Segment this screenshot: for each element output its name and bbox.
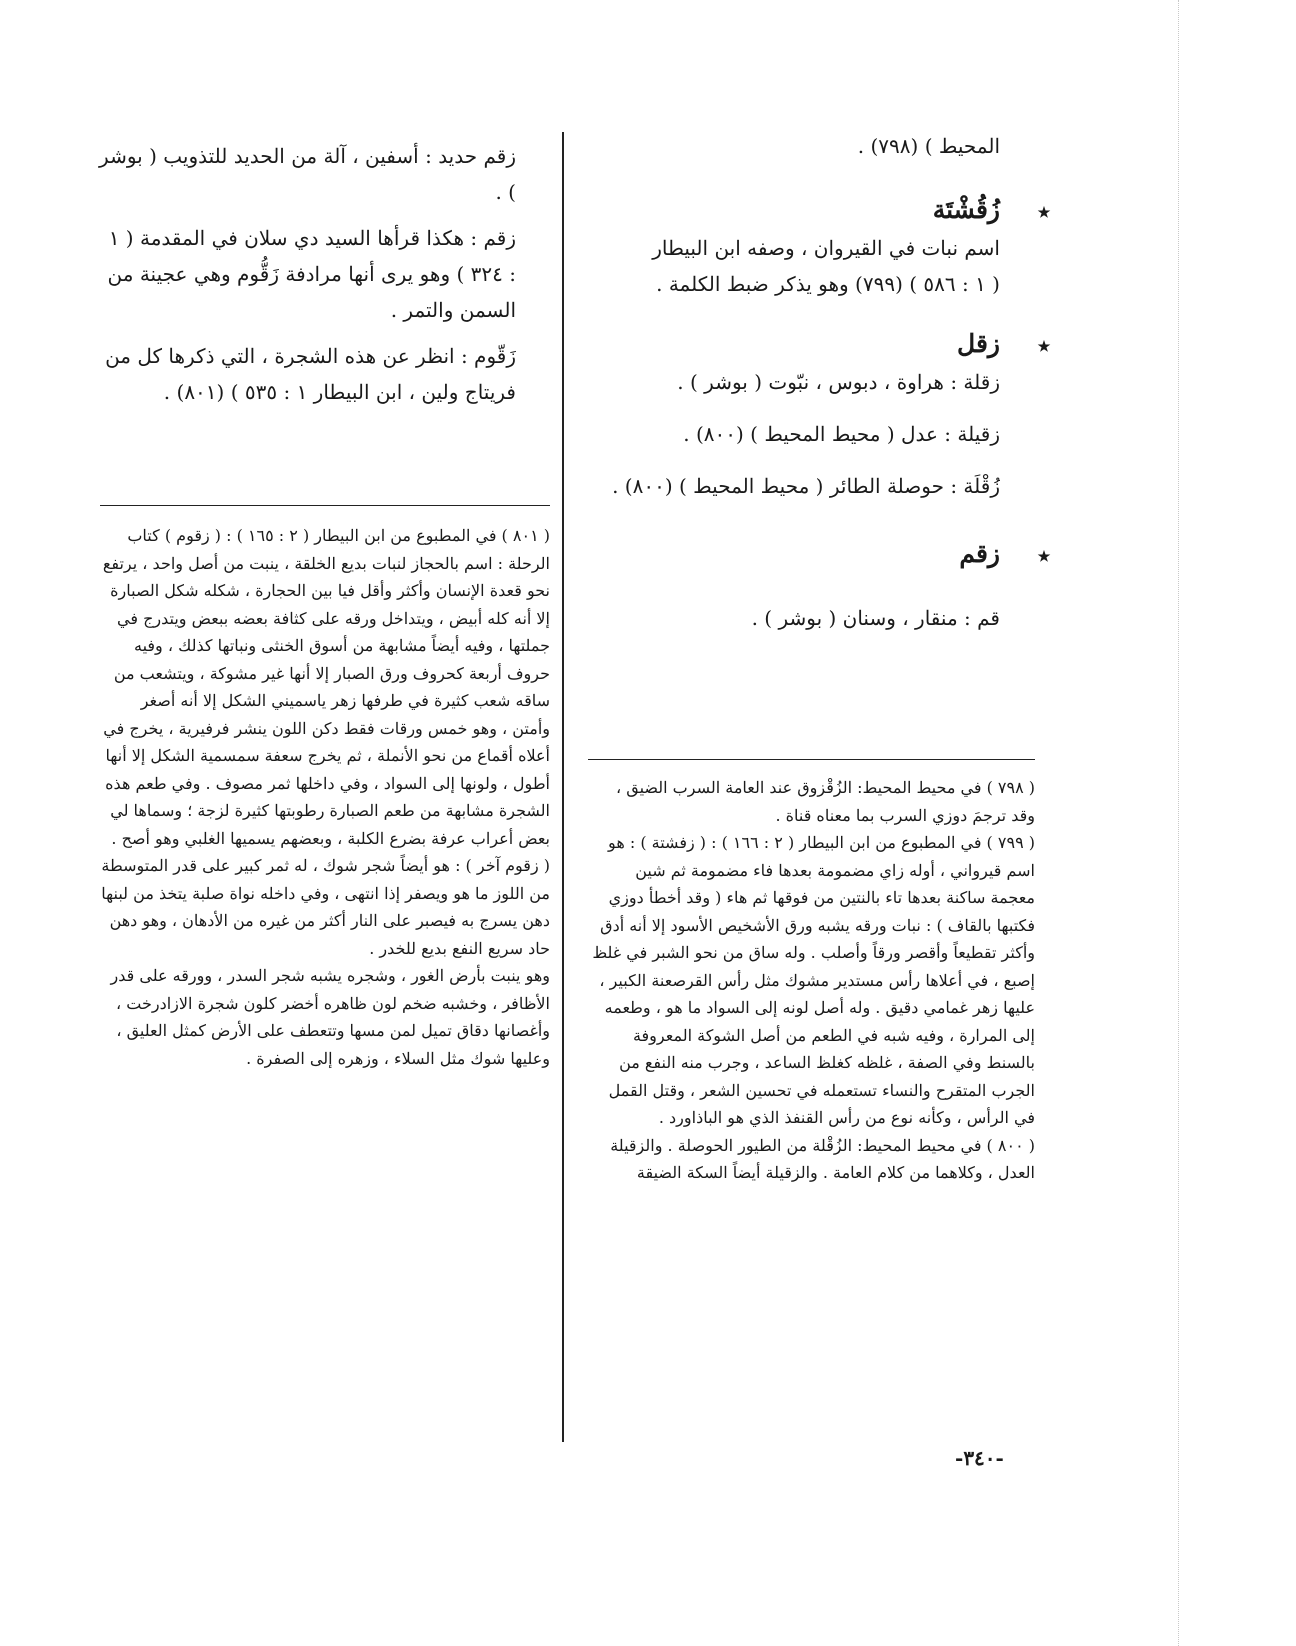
footnote-separator bbox=[588, 759, 1035, 760]
entry-line: ( ١ : ٥٨٦ ) (٧٩٩) وهو يذكر ضبط الكلمة . bbox=[656, 272, 1000, 296]
entry-zaql bbox=[590, 324, 1050, 504]
footnote: وهو ينبت بأرض الغور ، وشجره يشبه شجر السدر ، وورقه على قدر الأظافر ، وخشبه ضخم لون ظاهره أخضر كلون شجرة الازادرخت ، وأغصانها دقاق تميل لمن مسها وتتعطف على الأرض كمثل العليق ، وعليها شوك مثل السلاء ، وزهره إلى الصفرة . bbox=[110, 966, 550, 1068]
footnotes-left bbox=[100, 522, 550, 1072]
entry-line: زقلة : هراوة ، دبوس ، نبّوت ( بوشر ) . bbox=[677, 370, 1000, 394]
entry-line: زقيلة : عدل ( محيط المحيط ) (٨٠٠) . bbox=[683, 422, 1000, 446]
footnote: ( ٨٠١ ) في المطبوع من ابن البيطار ( ٢ : ١٦٥ ) : ( زقوم ) كتاب الرحلة : اسم بالحجاز لنبات بديع الخلقة ، ينبت من أصل واحد ، يرتفع نحو قعدة الإنسان وأكثر وأقل فيا بين الحجارة ، شكله شكل الصبارة إلا أنه كله أبيض ، ويتداخل ورقه على كثافة بعضه ببعض ويتدرج في جملتها ، وفيه أيضاً مشابهة من أسوق الخنثى ونباتها كذلك ، وفيه حروف أربعة كحروف ورق الصبار إلا أنها غير مشوكة ، ويتشعب من ساقه شعب كثيرة في طرفها زهر ياسميني الشكل إلا أنه أصغر وأمتن ، وهو خمس ورقات فقط دكن اللون ينشر فرفيرية ، يخرج في أعلاه أقماع من نحو الأنملة ، ثم يخرج سعفة سمسمية الشكل إلا أنها أطول ، ولونها إلى السواد ، وفي داخلها ثمر مصوف . وفي طعم هذه الشجرة مشابهة من طعم الصبارة رطوبتها كثيرة لزجة ؛ وسماها لي بعض أعراب عرفة بضرع الكلبة ، وبعضهم يسميها الغلبي وهو أصح . bbox=[102, 526, 550, 848]
paragraph: زقم حديد : أسفين ، آلة من الحديد للتذويب ( بوشر ) . bbox=[99, 144, 516, 204]
left-column bbox=[98, 138, 516, 410]
continuation-line: المحيط ) (٧٩٨) . bbox=[857, 134, 1000, 158]
footnotes-right bbox=[590, 774, 1035, 1187]
footnote: ( زقوم آخر ) : هو أيضاً شجر شوك ، له ثمر كبير على قدر المتوسطة من اللوز ما هو ويصفر إذا انتهى ، وفي داخله نواة صلبة يتخذ من لبنها دهن يسرج به فيصبر على النار أكثر من غيره من الأدهان ، وهو دهن حاد سريع النفع بديع للخدر . bbox=[101, 856, 550, 958]
entry-headword: زقل bbox=[957, 329, 1000, 358]
entry-headword: زُقُشْتَة bbox=[932, 195, 1000, 224]
scan-edge-line bbox=[1178, 0, 1180, 1646]
right-column bbox=[590, 128, 1050, 636]
footnote: ( ٧٩٨ ) في محيط المحيط: الزُقْزوق عند العامة السرب الضيق ، وقد ترجمَ دوزي السرب بما معناه قناة . bbox=[615, 778, 1035, 825]
page-number: -٣٤٠- bbox=[955, 1446, 1004, 1470]
entry-marker: ٭ bbox=[1038, 333, 1050, 359]
paragraph: زَقّوم : انظر عن هذه الشجرة ، التي ذكرها كل من فريتاج ولين ، ابن البيطار ١ : ٥٣٥ ) (٨٠١) . bbox=[105, 344, 516, 404]
column-divider bbox=[562, 132, 564, 1442]
footnote-separator bbox=[100, 505, 550, 506]
entry-zuqushta bbox=[590, 190, 1050, 302]
entry-line: قم : منقار ، وسنان ( بوشر ) . bbox=[751, 606, 1000, 630]
entry-line: زُقْلَة : حوصلة الطائر ( محيط المحيط ) (٨٠٠) . bbox=[612, 474, 1000, 498]
entry-marker: ٭ bbox=[1038, 199, 1050, 225]
entry-zaqm bbox=[590, 534, 1050, 636]
entry-marker: ٭ bbox=[1038, 543, 1050, 569]
footnote: ( ٧٩٩ ) في المطبوع من ابن البيطار ( ٢ : ١٦٦ ) : ( زفشتة ) : هو اسم قيرواني ، أوله زاي مضمومة بعدها فاء مضمومة ثم شين معجمة ساكنة بعدها تاء بالنتين من فوقها ثم هاء ( وقد أخطأ دوزي فكتبها بالقاف ) : نبات ورقه يشبه ورق الأشخيص الأسود إلا أنه أدق وأكثر تقطيعاً وأقصر ورقاً وأصلب . وله ساق من نحو الشبر في غلظ إصبع ، في أعلاها رأس مستدير مشوك مثل رأس القرصعنة الكبير ، عليها زهر غمامي دقيق . وله أصل لونه إلى السواد ما هو ، وطعمه إلى المرارة ، وفيه شبه في الطعم من أصل الشوكة المعروفة بالسنط وفي الصفة ، غلظه كغلظ الساعد ، وجرب منه النفع من الجرب المتقرح والنساء تستعمله في تحسين الشعر ، وقتل القمل في الرأس ، وكأنه نوع من رأس القنفذ الذي هو الباذاورد . bbox=[592, 833, 1035, 1127]
entry-headword: زقم bbox=[959, 539, 1000, 568]
paragraph: زقم : هكذا قرأها السيد دي سلان في المقدمة ( ١ : ٣٢٤ ) وهو يرى أنها مرادفة زَقُّوم وهي عجينة من السمن والتمر . bbox=[107, 226, 516, 322]
entry-line: اسم نبات في القيروان ، وصفه ابن البيطار bbox=[652, 236, 1000, 260]
footnote: ( ٨٠٠ ) في محيط المحيط: الزُقْلة من الطيور الحوصلة . والزقيلة العدل ، وكلاهما من كلام العامة . والزقيلة أيضاً السكة الضيقة bbox=[610, 1135, 1035, 1182]
